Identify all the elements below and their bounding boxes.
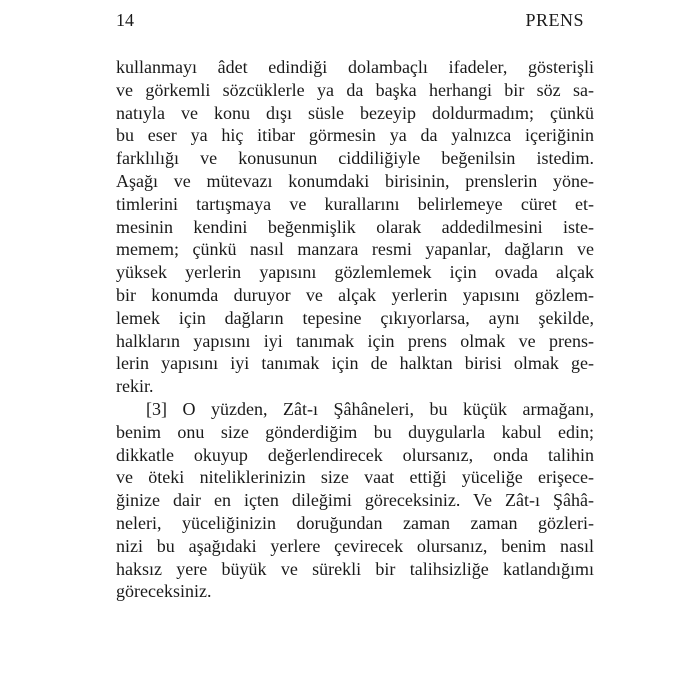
paragraph-1 bbox=[116, 56, 594, 398]
text-line: kullanmayı âdet edindiği dolambaçlı ifadeler, gösterişli bbox=[116, 57, 594, 77]
text-line: Aşağı ve mütevazı konumdaki birisinin, prenslerin yöne- bbox=[116, 170, 594, 191]
text-line: ğinize dair en içten dileğimi göreceksiniz. Ve Zât-ı Şâhâ- bbox=[116, 490, 594, 511]
text-line: ve görkemli sözcüklerle ya da başka herhangi bir söz sa- bbox=[116, 79, 594, 100]
text-line: göreceksiniz. bbox=[116, 581, 212, 602]
text-line: natıyla ve konu dışı süsle bezeyip doldurmadım; çünkü bbox=[116, 102, 594, 123]
text-line: lemek için dağların tepesine çıkıyorlarsa, aynı şekilde, bbox=[116, 307, 594, 328]
text-line: nizi bu aşağıdaki yerlere çevirecek olursanız, benim nasıl bbox=[116, 535, 594, 556]
text-line: dikkatle okuyup değerlendirecek olursanız, onda talihin bbox=[116, 444, 594, 465]
body-text bbox=[116, 56, 594, 603]
text-line: bu eser ya hiç itibar görmesin ya da yalnızca içeriğinin bbox=[116, 125, 594, 146]
text-line: memem; çünkü nasıl manzara resmi yapanlar, dağların ve bbox=[116, 239, 594, 260]
text-line: lerin yapısını iyi tanımak için de halktan birisi olmak ge- bbox=[116, 353, 594, 374]
running-head: PRENS bbox=[525, 10, 584, 30]
text-line: ve öteki niteliklerinizin size vaat ettiği yüceliğe erişece- bbox=[116, 467, 594, 488]
text-line: bir konumda duruyor ve alçak yerlerin yapısını gözlem- bbox=[116, 284, 594, 305]
text-line: haksız yere büyük ve sürekli bir talihsizliğe katlandığımı bbox=[116, 558, 594, 579]
text-line: timlerini tartışmaya ve kurallarını belirlemeye cüret et- bbox=[116, 193, 594, 214]
text-line: neleri, yüceliğinizin doruğundan zaman zaman gözleri- bbox=[116, 512, 594, 533]
text-line: benim onu size gönderdiğim bu duygularla kabul edin; bbox=[116, 421, 594, 442]
text-line: [3] O yüzden, Zât-ı Şâhâneleri, bu küçük armağanı, bbox=[146, 398, 594, 419]
text-line: mesinin kendini beğenmişlik olarak addedilmesini iste- bbox=[116, 216, 594, 237]
text-line: rekir. bbox=[116, 376, 154, 397]
page-number: 14 bbox=[116, 10, 134, 30]
text-line: farklılığı ve konusunun ciddiliğiyle beğenilsin istedim. bbox=[116, 148, 594, 169]
text-line: halkların yapısını iyi tanımak için prens olmak ve prens- bbox=[116, 330, 594, 351]
text-line: yüksek yerlerin yapısını gözlemlemek için ovada alçak bbox=[116, 262, 594, 283]
paragraph-2 bbox=[116, 398, 594, 603]
